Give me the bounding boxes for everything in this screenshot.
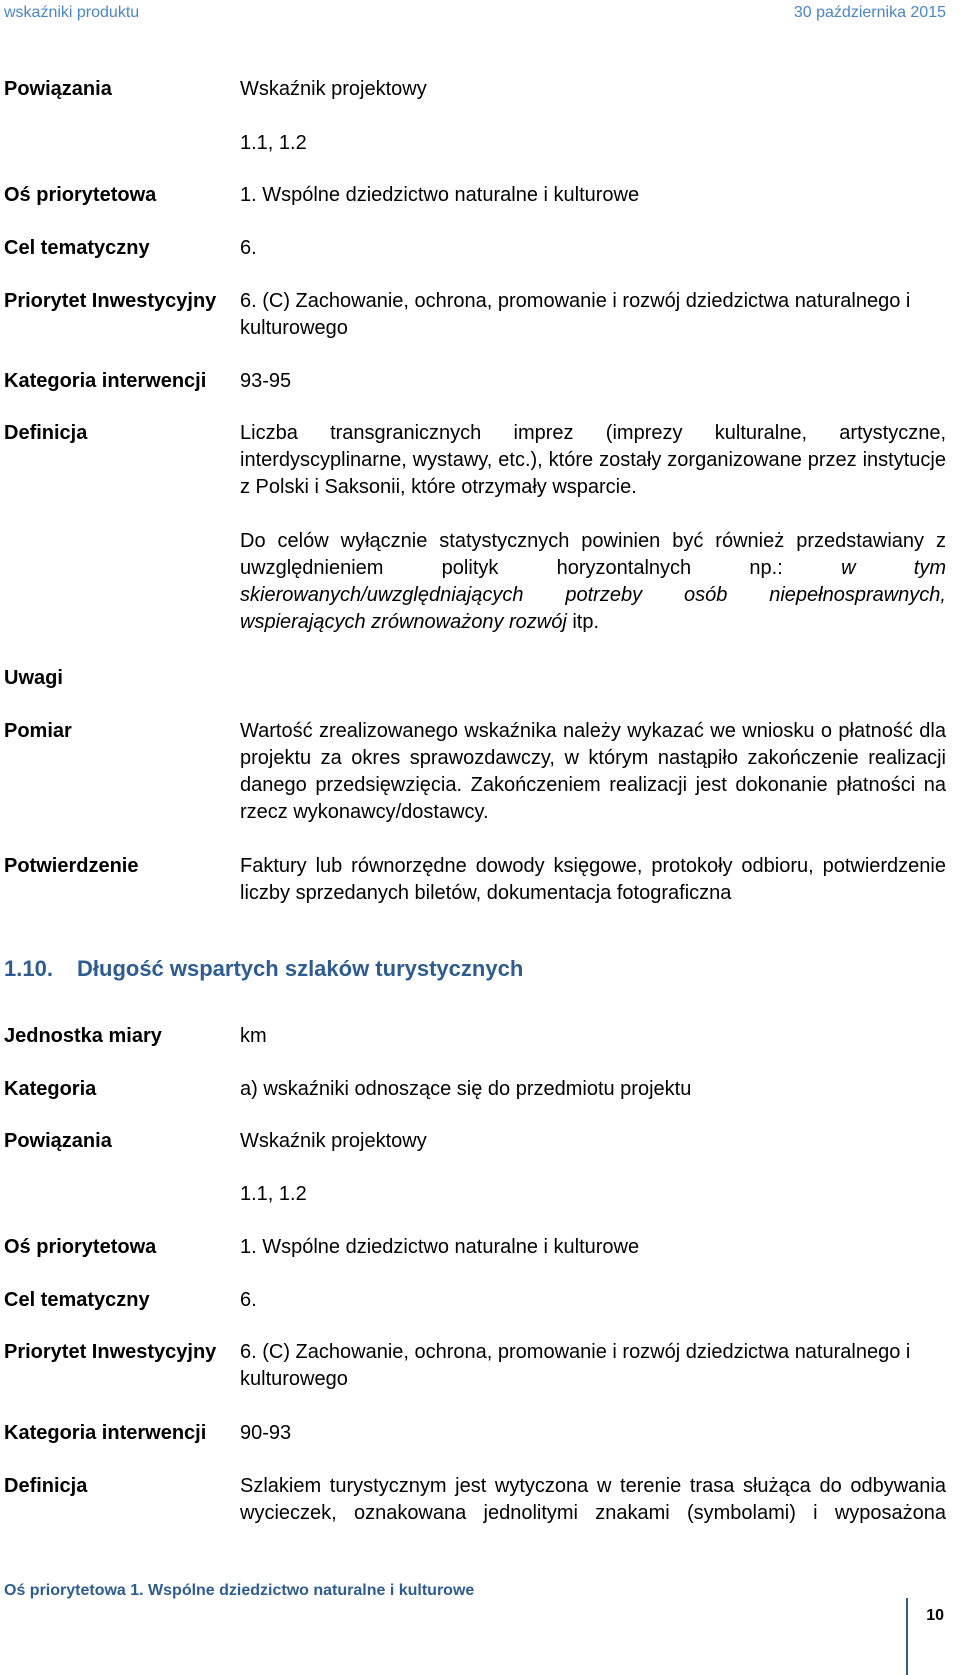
header-date: 30 października 2015 <box>793 4 946 21</box>
label-os-priorytetowa-b2: Oś priorytetowa <box>4 1236 157 1258</box>
label-priorytet-b2: Priorytet Inwestycyjny <box>4 1341 217 1363</box>
section-title: Długość wspartych szlaków turystycznych <box>77 956 524 981</box>
value-definicja-p2 <box>240 528 946 636</box>
label-pomiar: Pomiar <box>4 720 72 742</box>
label-powiazania-b2: Powiązania <box>4 1130 112 1152</box>
value-powiazania-b2: Wskaźnik projektowy <box>240 1130 427 1152</box>
value-potwierdzenie: Faktury lub równorzędne dowody księgowe, protokoły odbioru, potwierdzenie liczby sprzedanych biletów, dokumentacja fotograficzna <box>240 855 946 904</box>
value-kategoria: a) wskaźniki odnoszące się do przedmiotu projektu <box>240 1078 692 1100</box>
value-powiazania: Wskaźnik projektowy <box>240 78 427 100</box>
value-pomiar: Wartość zrealizowanego wskaźnika należy wykazać we wniosku o płatność dla projektu za okres sprawozdawczy, w którym nastąpiło zakończenie realizacji danego przedsięwzięcia. Zakończeniem realizacji jest dokonanie płatności na rzecz wykonawcy/dostawcy. <box>240 720 946 823</box>
label-kategoria: Kategoria <box>4 1078 97 1100</box>
section-heading <box>4 956 523 982</box>
label-cel-tematyczny: Cel tematyczny <box>4 237 150 259</box>
label-priorytet: Priorytet Inwestycyjny <box>4 290 217 312</box>
header-left: wskaźniki produktu <box>4 4 140 21</box>
section-number: 1.10. <box>4 956 53 981</box>
value-priorytet-b2: 6. (C) Zachowanie, ochrona, promowanie i rozwój dziedzictwa naturalnego i kulturowego <box>240 1341 911 1390</box>
label-kategoria-interwencji-b2: Kategoria interwencji <box>4 1422 207 1444</box>
value-kategoria-interwencji-b2: 90-93 <box>240 1422 292 1444</box>
value-os-priorytetowa-b2: 1. Wspólne dziedzictwo naturalne i kulturowe <box>240 1236 640 1258</box>
page-header <box>4 4 946 22</box>
label-jednostka-miary: Jednostka miary <box>4 1025 162 1047</box>
label-uwagi: Uwagi <box>4 667 63 689</box>
page-number: 10 <box>926 1607 944 1624</box>
definicja-p2-end: itp. <box>566 611 600 633</box>
value-priorytet: 6. (C) Zachowanie, ochrona, promowanie i rozwój dziedzictwa naturalnego i kulturowego <box>240 290 911 339</box>
value-cel-tematyczny: 6. <box>240 237 257 259</box>
value-powiazania-codes: 1.1, 1.2 <box>240 132 307 154</box>
label-kategoria-interwencji: Kategoria interwencji <box>4 370 207 392</box>
label-definicja: Definicja <box>4 422 88 444</box>
value-definicja-b2: Szlakiem turystycznym jest wytyczona w terenie trasa służąca do odbywania wycieczek, oznakowana jednolitymi znakami (symbolami) i wyposażona <box>240 1475 946 1524</box>
label-os-priorytetowa: Oś priorytetowa <box>4 184 157 206</box>
value-kategoria-interwencji: 93-95 <box>240 370 292 392</box>
page-footer: Oś priorytetowa 1. Wspólne dziedzictwo naturalne i kulturowe <box>4 1582 475 1599</box>
value-powiazania-b2-codes: 1.1, 1.2 <box>240 1183 307 1205</box>
label-potwierdzenie: Potwierdzenie <box>4 855 139 877</box>
definicja-p2-italic: w tym skierowanych/uwzględniających potrzeby osób niepełnosprawnych, wspierających zrównoważony rozwój <box>240 557 947 633</box>
value-definicja-p1: Liczba transgranicznych imprez (imprezy kulturalne, artystyczne, interdyscyplinarne, wystawy, etc.), które zostały zorganizowane przez instytucje z Polski i Saksonii, które otrzymały wsparcie. <box>240 422 946 498</box>
label-powiazania: Powiązania <box>4 78 112 100</box>
label-cel-tematyczny-b2: Cel tematyczny <box>4 1289 150 1311</box>
label-definicja-b2: Definicja <box>4 1475 88 1497</box>
definicja-p2-text: Do celów wyłącznie statystycznych powinien być również przedstawiany z uwzględnieniem polityk horyzontalnych np.: <box>240 530 946 579</box>
value-jednostka-miary: km <box>240 1025 267 1047</box>
value-cel-tematyczny-b2: 6. <box>240 1289 257 1311</box>
value-os-priorytetowa: 1. Wspólne dziedzictwo naturalne i kulturowe <box>240 184 640 206</box>
